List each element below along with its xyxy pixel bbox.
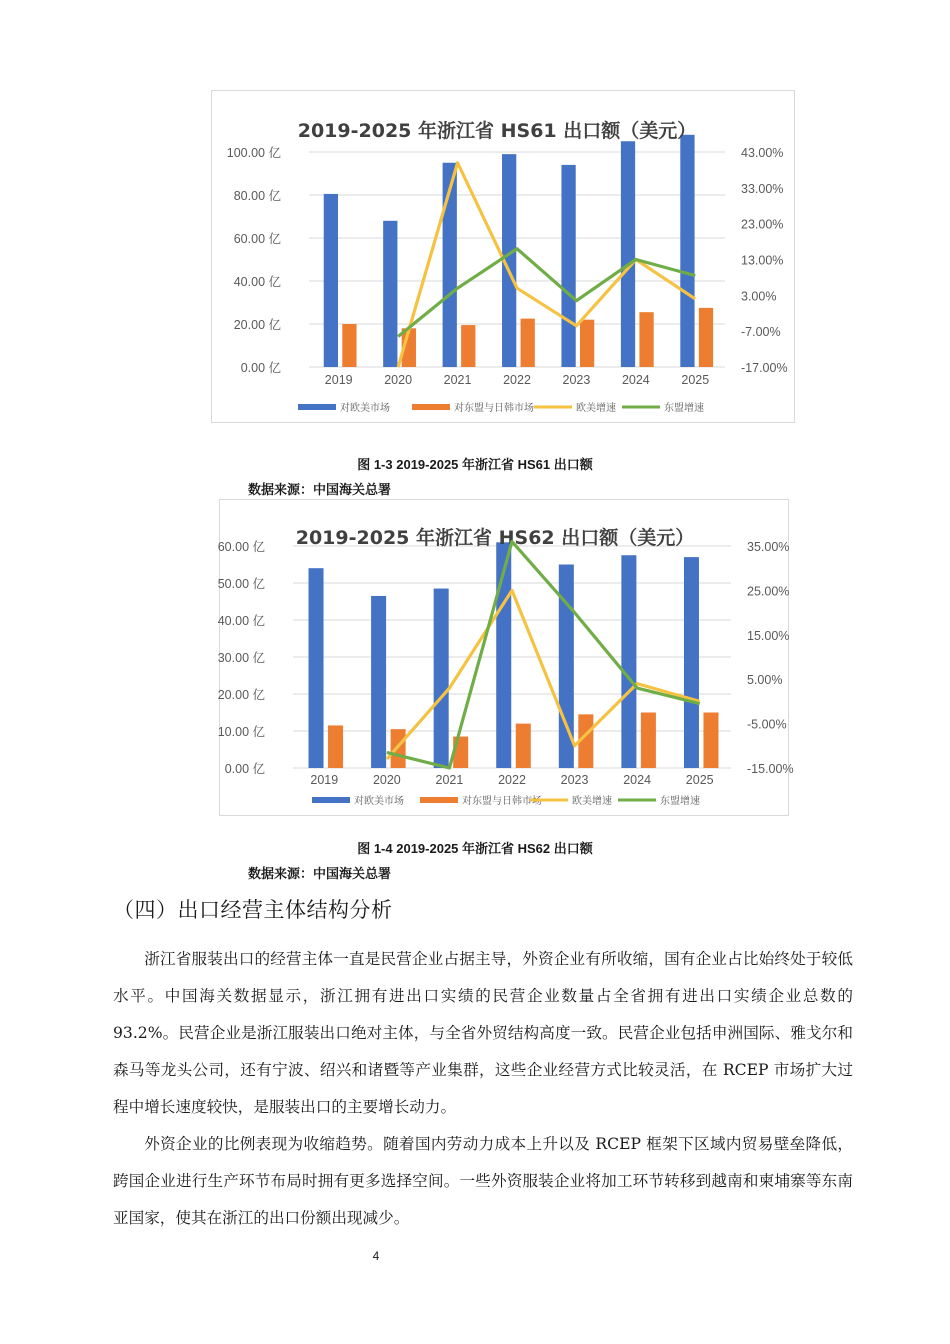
bar (342, 324, 356, 367)
bar (621, 555, 636, 768)
legend-swatch (412, 404, 450, 410)
y2-tick-label: -17.00% (741, 361, 788, 375)
bar (684, 557, 699, 768)
chart-title: 2019-2025 年浙江省 HS61 出口额（美元） (297, 120, 697, 142)
x-tick-label: 2024 (621, 373, 650, 387)
section-heading: （四）出口经营主体结构分析 (113, 898, 393, 922)
chart-hs61 (211, 90, 795, 423)
y2-tick-label: 13.00% (741, 253, 784, 268)
bar (516, 724, 531, 768)
x-tick-label: 2025 (681, 373, 710, 387)
chart-hs61-svg (212, 91, 794, 422)
bar (639, 312, 653, 367)
x-tick-label: 2023 (562, 373, 591, 387)
y-tick-label: 20.00 亿 (233, 318, 281, 332)
chart-hs62-svg (217, 500, 794, 815)
legend-label: 东盟增速 (660, 796, 700, 807)
y-tick-label: 50.00 亿 (217, 577, 265, 591)
y-tick-label: 0.00 亿 (224, 762, 265, 776)
bar (309, 568, 324, 768)
legend-label: 东盟增速 (664, 403, 704, 414)
y-tick-label: 60.00 亿 (217, 540, 265, 554)
y-tick-label: 10.00 亿 (217, 725, 265, 739)
legend-label: 对欧美市场 (340, 403, 390, 414)
chart-hs62 (217, 499, 794, 816)
x-tick-label: 2022 (498, 773, 526, 787)
x-tick-label: 2023 (560, 773, 589, 787)
y2-tick-label: -5.00% (747, 717, 787, 732)
bar (641, 713, 656, 769)
bar (324, 194, 338, 367)
bar (328, 725, 343, 768)
body-paragraph: 外资企业的比例表现为收缩趋势。随着国内劳动力成本上升以及 RCEP 框架下区域内贸易壁垒降低，跨国企业进行生产环节布局时拥有更多选择空间。一些外资服装企业将加工环节转移到越南和柬埔寨等东南亚国家，使其在浙江的出口份额出现减少。 (113, 1135, 853, 1227)
chart-title: 2019-2025 年浙江省 HS62 出口额（美元） (295, 527, 695, 549)
bar (461, 325, 475, 367)
legend-label: 对欧美市场 (354, 796, 404, 807)
bar (699, 308, 713, 367)
y-tick-label: 40.00 亿 (233, 275, 281, 289)
bar (621, 141, 635, 367)
x-tick-label: 2019 (324, 373, 353, 387)
legend-label: 欧美增速 (576, 403, 616, 414)
bar (580, 320, 594, 367)
bar (434, 589, 449, 768)
legend-swatch (420, 797, 458, 803)
body-paragraph: 浙江省服装出口的经营主体一直是民营企业占据主导，外资企业有所收缩，国有企业占比始终处于较低水平。中国海关数据显示，浙江拥有进出口实绩的民营企业数量占全省拥有进出口实绩企业总数的 93.2%。民营企业是浙江服装出口绝对主体，与全省外贸结构高度一致。民营企业包括申洲国际、雅戈尔和森马等龙头公司，还有宁波、绍兴和诸暨等产业集群，这些企业经营方式比较灵活，在 RCEP 市场扩大过程中增长速度较快，是服装出口的主要增长动力。 (113, 950, 853, 1116)
x-tick-label: 2019 (310, 773, 339, 787)
figure-source: 数据来源：中国海关总署 (248, 867, 392, 882)
y-tick-label: 20.00 亿 (217, 688, 265, 702)
legend-label: 欧美增速 (572, 796, 612, 807)
figure-source: 数据来源：中国海关总署 (248, 483, 392, 498)
page-number: 4 (372, 1249, 380, 1263)
bar (371, 596, 386, 768)
x-tick-label: 2021 (443, 373, 472, 387)
y2-tick-label: 43.00% (741, 146, 784, 160)
y-tick-label: 0.00 亿 (240, 361, 281, 375)
figure-caption: 图 1-3 2019-2025 年浙江省 HS61 出口额 (357, 457, 593, 472)
y2-tick-label: 3.00% (741, 289, 777, 304)
legend-label: 对东盟与日韩市场 (454, 403, 534, 414)
y-tick-label: 80.00 亿 (233, 189, 281, 203)
y-tick-label: 60.00 亿 (233, 232, 281, 246)
y-tick-label: 40.00 亿 (217, 614, 265, 628)
x-tick-label: 2021 (435, 773, 464, 787)
y2-tick-label: 5.00% (747, 673, 783, 688)
x-tick-label: 2020 (372, 773, 401, 787)
y2-tick-label: 33.00% (741, 181, 784, 196)
y-tick-label: 100.00 亿 (226, 146, 281, 160)
bar (383, 221, 397, 367)
y-tick-label: 30.00 亿 (217, 651, 265, 665)
figure-caption: 图 1-4 2019-2025 年浙江省 HS62 出口额 (357, 841, 593, 856)
y2-tick-label: 15.00% (747, 628, 790, 643)
x-tick-label: 2025 (685, 773, 714, 787)
x-tick-label: 2022 (503, 373, 531, 387)
bar (561, 165, 575, 367)
bar (703, 713, 718, 769)
x-tick-label: 2024 (623, 773, 652, 787)
legend-label: 对东盟与日韩市场 (462, 796, 542, 807)
legend-swatch (298, 404, 336, 410)
bar (521, 319, 535, 367)
y2-tick-label: -15.00% (747, 762, 794, 776)
y2-tick-label: 25.00% (747, 584, 790, 599)
x-tick-label: 2020 (384, 373, 413, 387)
legend-swatch (312, 797, 350, 803)
y2-tick-label: 23.00% (741, 217, 784, 232)
y2-tick-label: 35.00% (747, 540, 790, 554)
bar (680, 135, 694, 367)
y2-tick-label: -7.00% (741, 325, 781, 340)
